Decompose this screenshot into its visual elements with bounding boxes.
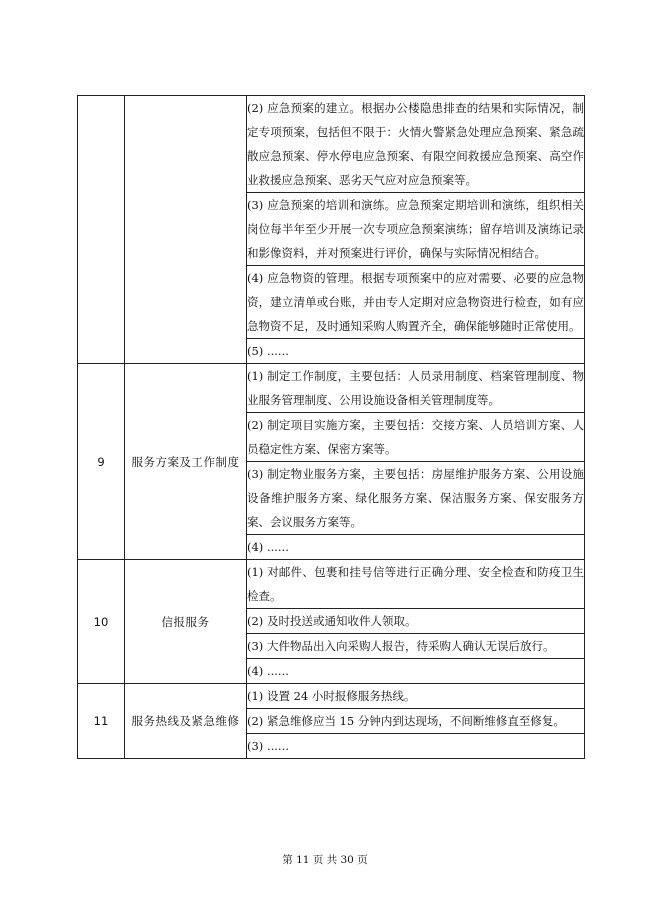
service-requirements-table <box>77 95 585 759</box>
requirement-item: (1) 制定工作制度，主要包括：人员录用制度、档案管理制度、物业服务管理制度、公用设施设备相关管理制度等。 <box>247 364 585 413</box>
requirement-item: (4) ...... <box>247 659 585 684</box>
row-service-name: 服务热线及紧急维修 <box>125 684 247 759</box>
requirement-item: (2) 紧急维修应当 15 分钟内到达现场，不间断维修直至修复。 <box>247 709 585 734</box>
table-row <box>78 364 585 413</box>
table-row <box>78 684 585 709</box>
row-number: 9 <box>78 364 125 560</box>
row-service-name: 服务方案及工作制度 <box>125 364 247 560</box>
requirement-item: (2) 制定项目实施方案，主要包括：交接方案、人员培训方案、人员稳定性方案、保密方案等。 <box>247 413 585 462</box>
row-number: 10 <box>78 560 125 684</box>
requirement-item: (1) 设置 24 小时报修服务热线。 <box>247 684 585 709</box>
requirement-item: (3) ...... <box>247 734 585 759</box>
requirement-item: (2) 及时投送或通知收件人领取。 <box>247 609 585 634</box>
requirement-item: (2) 应急预案的建立。根据办公楼隐患排查的结果和实际情况，制定专项预案，包括但不限于：火情火警紧急处理应急预案、紧急疏散应急预案、停水停电应急预案、有限空间救援应急预案、高空作业救援应急预案、恶劣天气应对应急预案等。 <box>247 96 585 193</box>
requirement-item: (4) 应急物资的管理。根据专项预案中的应对需要、必要的应急物资，建立清单或台账，并由专人定期对应急物资进行检查，如有应急物资不足，及时通知采购人购置齐全，确保能够随时正常使用。 <box>247 266 585 339</box>
row-service-name: 信报服务 <box>125 560 247 684</box>
row-service-name <box>125 96 247 364</box>
row-number <box>78 96 125 364</box>
requirement-item: (5) ...... <box>247 339 585 364</box>
page-number-footer: 第 11 页 共 30 页 <box>282 854 368 866</box>
requirement-item: (3) 大件物品出入向采购人报告，待采购人确认无误后放行。 <box>247 634 585 659</box>
requirement-item: (4) ...... <box>247 535 585 560</box>
requirement-item: (1) 对邮件、包裹和挂号信等进行正确分理、安全检查和防疫卫生检查。 <box>247 560 585 609</box>
table-row <box>78 96 585 193</box>
requirement-item: (3) 制定物业服务方案，主要包括：房屋维护服务方案、公用设施设备维护服务方案、绿化服务方案、保洁服务方案、保安服务方案、会议服务方案等。 <box>247 462 585 535</box>
row-number: 11 <box>78 684 125 759</box>
requirement-item: (3) 应急预案的培训和演练。应急预案定期培训和演练，组织相关岗位每半年至少开展一次专项应急预案演练；留存培训及演练记录和影像资料，并对预案进行评价，确保与实际情况相结合。 <box>247 193 585 266</box>
table-row <box>78 560 585 609</box>
